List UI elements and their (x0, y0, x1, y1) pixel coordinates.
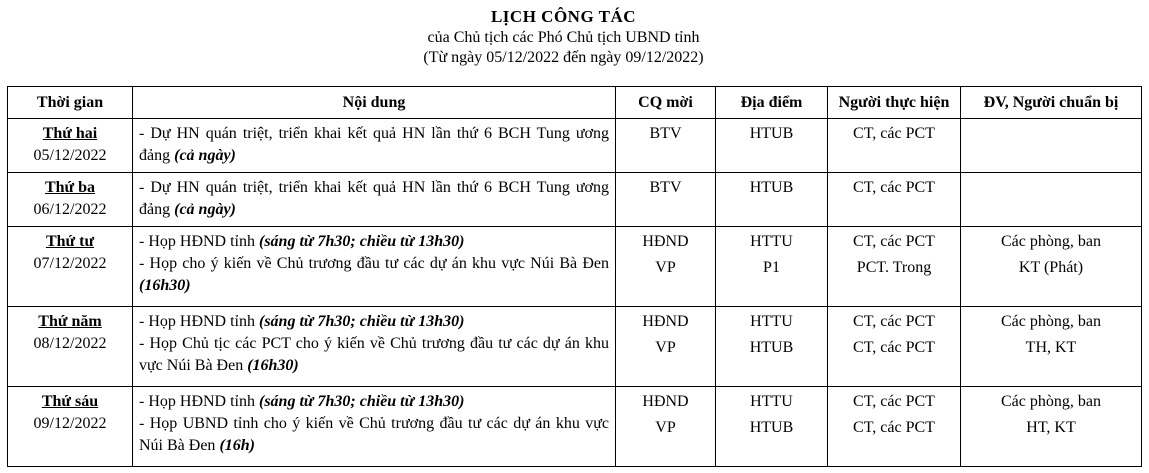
content-cell (133, 119, 616, 173)
day-cell (8, 227, 133, 307)
agenda-item-time-note: (16h30) (247, 357, 299, 374)
preparer-cell (961, 119, 1142, 173)
column-header-location: Địa điểm (716, 87, 828, 119)
preparer-value: Các phòng, ban (1001, 313, 1101, 330)
agenda-item-text: - Họp HĐND tỉnh (139, 313, 259, 330)
inviting-agency-value: BTV (649, 125, 682, 142)
day-name: Thứ năm (38, 313, 102, 330)
performer-cell (828, 173, 961, 227)
column-header-performer: Người thực hiện (828, 87, 961, 119)
day-name: Thứ ba (44, 179, 96, 196)
agenda-item-text: - Họp HĐND tỉnh (139, 393, 259, 410)
agenda-item (139, 231, 609, 253)
location-value: HTTU (750, 233, 793, 250)
agenda-item-time-note: (16h) (219, 437, 255, 454)
inviting-agency-value: HĐND (642, 393, 689, 410)
performer-cell (828, 387, 961, 467)
location-value: HTUB (749, 339, 794, 356)
inviting-agency-value: VP (655, 259, 676, 276)
table-row (8, 307, 1142, 387)
agenda-item-text: - Họp HĐND tỉnh (139, 233, 259, 250)
inviting-agency-value: BTV (649, 179, 682, 196)
preparer-cell (961, 227, 1142, 307)
location-value: HTTU (750, 393, 793, 410)
column-header-preparer: ĐV, Người chuẩn bị (961, 87, 1142, 119)
column-header-content: Nội dung (133, 87, 616, 119)
performer-cell (828, 307, 961, 387)
performer-value: CT, các PCT (853, 339, 935, 356)
agenda-item-text: - Dự HN quán triệt, triển khai kết quả HN lần thứ 6 BCH Tung ương đảng (139, 179, 609, 218)
preparer-value (961, 123, 1141, 149)
content-cell (133, 387, 616, 467)
agenda-item-time-note: (sáng từ 7h30; chiều từ 13h30) (259, 313, 465, 330)
agenda-item-time-note: (16h30) (139, 277, 191, 294)
day-date: 08/12/2022 (33, 335, 107, 352)
page-title: LỊCH CÔNG TÁC (490, 7, 637, 26)
inviting-agency-value: VP (655, 419, 676, 436)
day-name: Thứ hai (42, 125, 98, 142)
agenda-item (139, 413, 609, 457)
agenda-item (139, 391, 609, 413)
date-range: (Từ ngày 05/12/2022 đến ngày 09/12/2022) (423, 49, 704, 66)
location-cell (716, 119, 828, 173)
day-cell (8, 173, 133, 227)
performer-value: CT, các PCT (853, 393, 935, 410)
day-cell (8, 119, 133, 173)
column-header-inviting-agency: CQ mời (616, 87, 716, 119)
agenda-item (139, 311, 609, 333)
agenda-item-text: - Họp UBND tỉnh cho ý kiến về Chủ trương đầu tư các dự án khu vực Núi Bà Đen (139, 415, 609, 454)
inviting-agency-cell (616, 227, 716, 307)
location-cell (716, 173, 828, 227)
page-subtitle: của Chủ tịch các Phó Chủ tịch UBND tỉnh (427, 29, 700, 46)
inviting-agency-cell (616, 387, 716, 467)
performer-value: CT, các PCT (853, 179, 935, 196)
location-value: HTUB (749, 419, 794, 436)
performer-value: CT, các PCT (853, 125, 935, 142)
content-cell (133, 227, 616, 307)
performer-value: CT, các PCT (853, 419, 935, 436)
preparer-cell (961, 173, 1142, 227)
table-row (8, 227, 1142, 307)
day-date: 06/12/2022 (33, 201, 107, 218)
day-date: 07/12/2022 (33, 255, 107, 272)
performer-value: PCT. Trong (856, 259, 932, 276)
content-cell (133, 173, 616, 227)
preparer-value: TH, KT (1025, 339, 1077, 356)
performer-cell (828, 119, 961, 173)
inviting-agency-value: VP (655, 339, 676, 356)
schedule-body (8, 119, 1142, 467)
performer-cell (828, 227, 961, 307)
location-cell (716, 307, 828, 387)
day-cell (8, 387, 133, 467)
agenda-item-text: - Họp cho ý kiến về Chủ trương đầu tư các dự án khu vực Núi Bà Đen (139, 255, 609, 272)
agenda-item-time-note: (cả ngày) (174, 147, 236, 164)
location-cell (716, 227, 828, 307)
agenda-item-text: - Dự HN quán triệt, triển khai kết quả HN lần thứ 6 BCH Tung ương đảng (139, 125, 609, 164)
agenda-item (139, 123, 609, 167)
table-row (8, 119, 1142, 173)
preparer-value: HT, KT (1026, 419, 1076, 436)
agenda-item (139, 253, 609, 297)
agenda-item (139, 333, 609, 377)
inviting-agency-value: HĐND (642, 313, 689, 330)
inviting-agency-cell (616, 173, 716, 227)
preparer-cell (961, 307, 1142, 387)
table-row (8, 387, 1142, 467)
location-value: P1 (763, 259, 780, 276)
day-date: 09/12/2022 (33, 415, 107, 432)
inviting-agency-value: HĐND (642, 233, 689, 250)
day-name: Thứ sáu (41, 393, 99, 410)
location-value: HTTU (750, 313, 793, 330)
location-value: HTUB (749, 179, 794, 196)
agenda-item-time-note: (sáng từ 7h30; chiều từ 13h30) (259, 393, 465, 410)
preparer-value: KT (Phát) (1018, 259, 1084, 276)
agenda-item-text: - Họp Chủ tịc các PCT cho ý kiến về Chủ trương đầu tư các dự án khu vực Núi Bà Đen (139, 335, 609, 374)
table-row (8, 173, 1142, 227)
preparer-cell (961, 387, 1142, 467)
table-header-row (8, 87, 1142, 119)
location-value: HTUB (749, 125, 794, 142)
location-cell (716, 387, 828, 467)
preparer-value: Các phòng, ban (1001, 233, 1101, 250)
agenda-item (139, 177, 609, 221)
preparer-value (961, 177, 1141, 203)
agenda-item-time-note: (sáng từ 7h30; chiều từ 13h30) (259, 233, 465, 250)
column-header-time: Thời gian (8, 87, 133, 119)
content-cell (133, 307, 616, 387)
schedule-table (7, 86, 1142, 467)
agenda-item-time-note: (cả ngày) (174, 201, 236, 218)
inviting-agency-cell (616, 307, 716, 387)
document-header (0, 6, 1127, 68)
day-date: 05/12/2022 (33, 147, 107, 164)
performer-value: CT, các PCT (853, 313, 935, 330)
preparer-value: Các phòng, ban (1001, 393, 1101, 410)
day-name: Thứ tư (45, 233, 95, 250)
performer-value: CT, các PCT (853, 233, 935, 250)
day-cell (8, 307, 133, 387)
inviting-agency-cell (616, 119, 716, 173)
